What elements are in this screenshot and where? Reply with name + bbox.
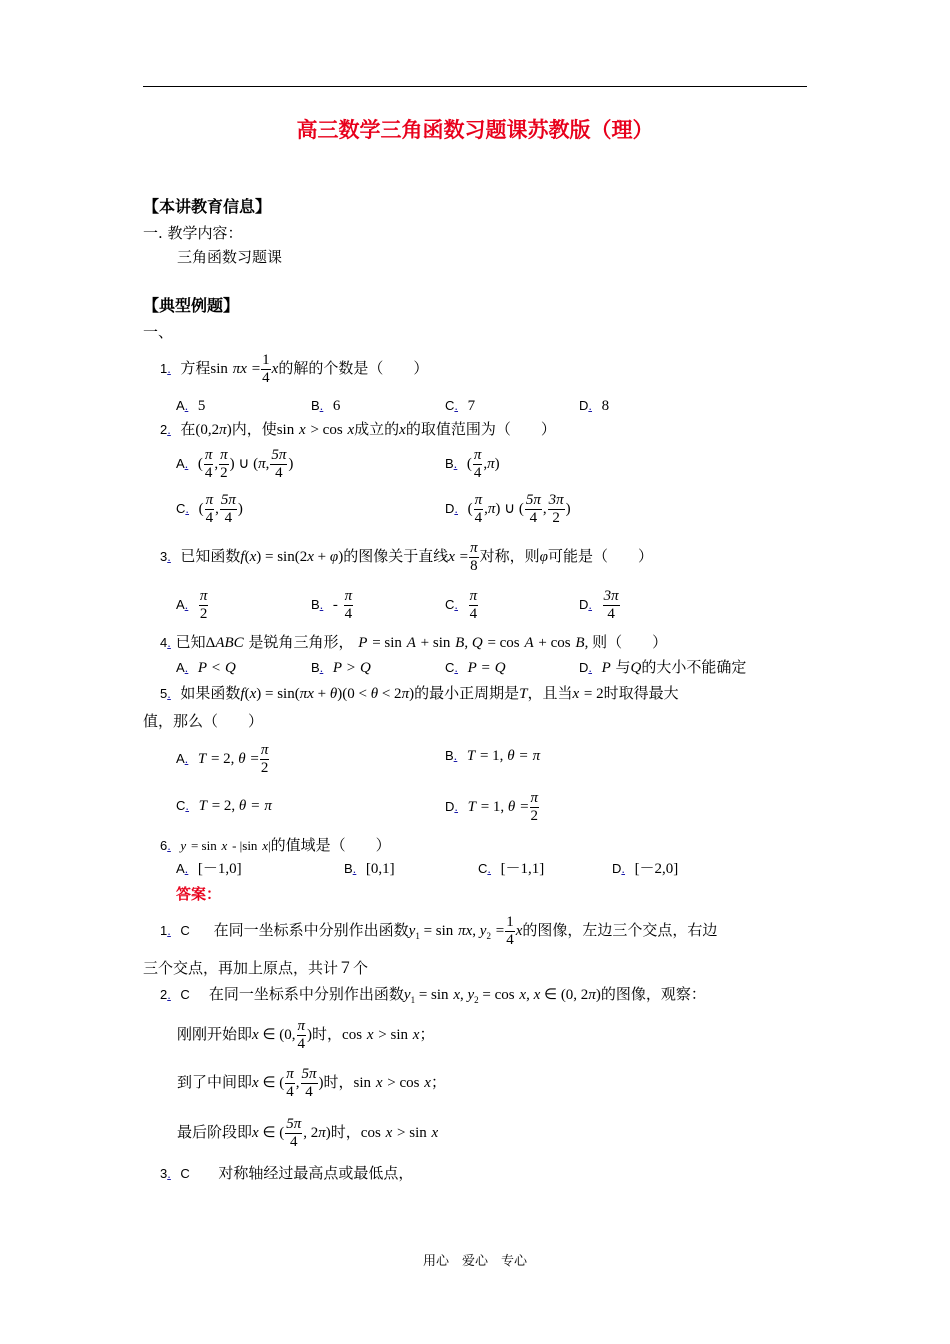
section-heading-examples: 【典型例题】 <box>143 296 240 315</box>
q3-option-c: C. $\frac{\pi}{4}$ <box>445 587 478 622</box>
answer-1: 1. C 在同一坐标系中分别作出函数$y_1 = \sin \pi x$, $y_2$ = $\frac{1}{4}$ x的图像，左边三个交点，右边 <box>160 913 718 948</box>
question-2: 2. 在(0,2π)内，使sin x > cos x成立的x的取值范围为（ ） <box>160 420 556 438</box>
answer-2: 2. C 在同一坐标系中分别作出函数$y_1 = \sin x$, $y_2 = \cos x$, x ∈ (0, 2π)的图像，观察： <box>160 985 706 1005</box>
q2-option-a: A. ( $\frac{\pi}{4}$ , $\frac{\pi}{2}$ ) ∪ (π, $\frac{5\pi}{4}$ ) <box>176 446 294 481</box>
answer-3: 3. C 对称轴经过最高点或最低点， <box>160 1164 414 1182</box>
q2-option-d: D. ( $\frac{\pi}{4}$ ,π) ∪ ( $\frac{5\pi}{4}$ , $\frac{3\pi}{2}$ ) <box>445 491 571 526</box>
question-3: 3. 已知函数f(x) = sin(2x + φ)的图像关于直线x = $\frac{\pi}{8}$ 对称，则φ可能是（ ） <box>160 539 653 574</box>
q4-option-a: A. P < Q <box>176 660 236 676</box>
q1-option-c: C. 7 <box>445 398 476 414</box>
content-text: 三角函数习题课 <box>177 248 283 266</box>
question-5-cont: 值，那么（ ） <box>143 712 264 730</box>
answer-2-line-3: 最后阶段即x ∈ ( $\frac{5\pi}{4}$ , 2π)时，cos x > sin x <box>177 1115 439 1150</box>
q2-option-b: B. ( $\frac{\pi}{4}$ ,π) <box>445 446 500 481</box>
question-5: 5. 如果函数f(x) = sin(πx + θ)(0 < θ < 2π)的最小正周期是T，且当x = 2时取得最大 <box>160 684 679 702</box>
q5-option-d: D. T = 1, θ = $\frac{\pi}{2}$ <box>445 789 539 824</box>
q3-option-b: B. - $\frac{\pi}{4}$ <box>311 587 353 622</box>
q6-option-b: B. [0,1] <box>344 861 395 877</box>
header-rule <box>143 86 807 87</box>
answer-1-cont: 三个交点，再加上原点，共计７个 <box>143 959 369 977</box>
question-6: 6. y = sin x - |sin x|的值域是（ ） <box>160 836 391 854</box>
q6-option-a: A. [－1,0] <box>176 861 242 877</box>
q5-option-c: C. T = 2, θ = π <box>176 798 272 814</box>
q1-option-d: D. 8 <box>579 398 610 414</box>
q6-option-d: D. [－2,0] <box>612 861 679 877</box>
q5-option-a: A. T = 2, θ = $\frac{\pi}{2}$ <box>176 741 269 776</box>
answers-heading: 答案： <box>176 885 222 903</box>
q6-option-c: C. [－1,1] <box>478 861 545 877</box>
q4-option-b: B. P > Q <box>311 660 371 676</box>
content-label: 一. 教学内容： <box>143 224 243 242</box>
q3-option-a: A. $\frac{\pi}{2}$ <box>176 587 208 622</box>
q4-option-c: C. P = Q <box>445 660 506 676</box>
answer-2-line-1: 刚刚开始即x ∈ (0, $\frac{\pi}{4}$ )时，cos x > sin x； <box>177 1017 435 1052</box>
question-1: 1. 方程sin πx = $\frac{1}{4}$ x的解的个数是（ ） <box>160 351 429 386</box>
answer-2-line-2: 到了中间即x ∈ ( $\frac{\pi}{4}$ , $\frac{5\pi}{4}$ )时，sin x > cos x； <box>177 1065 446 1100</box>
part-label: 一、 <box>143 323 174 341</box>
q4-option-d: D. P 与Q的大小不能确定 <box>579 658 747 676</box>
q2-option-c: C. ( $\frac{\pi}{4}$ , $\frac{5\pi}{4}$ ) <box>176 491 243 526</box>
q1-option-a: A. 5 <box>176 398 206 414</box>
q5-option-b: B. T = 1, θ = π <box>445 748 541 764</box>
q1-option-b: B. 6 <box>311 398 341 414</box>
section-heading-info: 【本讲教育信息】 <box>143 197 272 216</box>
page-footer: 用心 爱心 专心 <box>422 1254 527 1269</box>
question-4: 4. 已知ΔABC 是锐角三角形， P = sin A + sin B, Q = cos A + cos B, 则（ ） <box>160 633 668 651</box>
q3-option-d: D. $\frac{3\pi}{4}$ <box>579 587 619 622</box>
page-title: 高三数学三角函数习题课苏教版（理） <box>296 118 654 142</box>
